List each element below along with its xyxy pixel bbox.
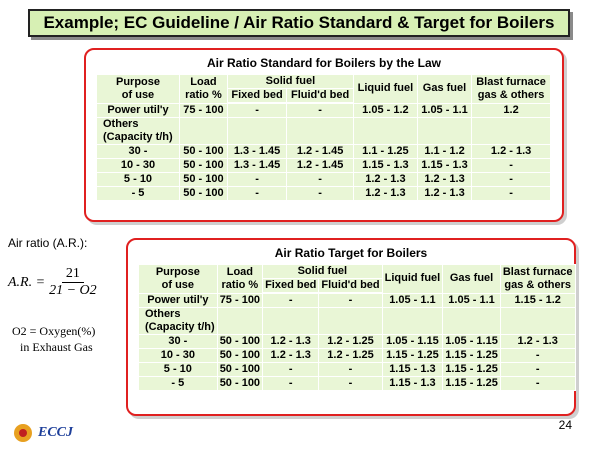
cell: - — [287, 187, 354, 201]
cell: 1.05 - 1.1 — [417, 103, 471, 118]
header-load: Load — [190, 75, 217, 88]
cell: - — [287, 173, 354, 187]
header-blast: Blast furnace — [476, 75, 546, 88]
header-solid: Solid fuel — [263, 265, 383, 279]
cell: 5 - 10 — [139, 363, 218, 377]
capacity-label: (Capacity t/h) — [103, 131, 173, 143]
cell: 1.05 - 1.1 — [382, 293, 443, 308]
cell: - 5 — [97, 187, 180, 201]
eccj-logo — [14, 424, 73, 442]
formula-numerator: 21 — [62, 266, 84, 283]
cell: 1.05 - 1.2 — [353, 103, 417, 118]
standard-table-title: Air Ratio Standard for Boilers by the Law — [206, 56, 442, 70]
table-row — [97, 159, 551, 173]
cell: 10 - 30 — [139, 349, 218, 363]
header-load-2: ratio % — [221, 278, 259, 291]
others-label: Others — [145, 308, 181, 320]
header-gas: Gas fuel — [417, 75, 471, 104]
table-row — [139, 349, 576, 363]
cell: 1.2 - 1.45 — [287, 145, 354, 159]
cell: - — [227, 103, 286, 118]
cell: - — [319, 363, 382, 377]
cell: 1.2 - 1.3 — [263, 349, 319, 363]
header-fixed: Fixed bed — [227, 89, 286, 104]
cell: 1.15 - 1.2 — [500, 293, 575, 308]
cell: - — [472, 159, 551, 173]
cell: - — [319, 377, 382, 391]
header-purpose: Purpose — [115, 75, 160, 88]
header-row — [139, 265, 576, 279]
header-row — [97, 75, 551, 89]
cell: 50 - 100 — [179, 159, 227, 173]
cell: 1.2 - 1.3 — [472, 145, 551, 159]
cell: 1.15 - 1.25 — [443, 377, 501, 391]
cell: 75 - 100 — [179, 103, 227, 118]
logo-mark-icon — [14, 424, 32, 442]
cell: 1.05 - 1.15 — [443, 335, 501, 349]
cell: 50 - 100 — [217, 335, 262, 349]
formula-denominator: 21 − O2 — [49, 283, 97, 298]
cell: 10 - 30 — [97, 159, 180, 173]
cell: 1.1 - 1.2 — [417, 145, 471, 159]
header-fluid: Fluid'd bed — [319, 279, 382, 294]
table-row — [97, 118, 551, 145]
cell: 50 - 100 — [179, 145, 227, 159]
cell: 50 - 100 — [217, 377, 262, 391]
standard-panel — [84, 48, 564, 222]
cell: 1.2 - 1.3 — [263, 335, 319, 349]
cell: 1.05 - 1.15 — [382, 335, 443, 349]
cell: - — [500, 377, 575, 391]
header-liquid: Liquid fuel — [353, 75, 417, 104]
standard-table — [96, 74, 551, 201]
header-blast: Blast furnace — [502, 265, 573, 278]
cell: 1.1 - 1.25 — [353, 145, 417, 159]
cell: - — [263, 363, 319, 377]
cell: 1.15 - 1.25 — [382, 349, 443, 363]
cell: Power util'y — [139, 293, 218, 308]
cell: 1.15 - 1.3 — [382, 377, 443, 391]
cell: 1.2 - 1.3 — [353, 187, 417, 201]
cell: 1.15 - 1.25 — [443, 363, 501, 377]
target-panel — [126, 238, 576, 416]
air-ratio-formula — [4, 232, 122, 360]
cell: 50 - 100 — [179, 173, 227, 187]
header-purpose: Purpose — [155, 265, 200, 278]
table-row — [97, 187, 551, 201]
header-purpose-2: of use — [161, 278, 195, 291]
cell: 1.2 - 1.25 — [319, 335, 382, 349]
formula-lhs: A.R. = — [8, 274, 46, 290]
target-table — [138, 264, 576, 391]
cell: 30 - — [97, 145, 180, 159]
header-blast-2: gas & others — [504, 278, 571, 291]
cell: - — [500, 349, 575, 363]
others-label: Others — [103, 118, 139, 130]
formula-fraction — [49, 266, 97, 299]
capacity-label: (Capacity t/h) — [145, 321, 215, 333]
table-row — [139, 363, 576, 377]
table-row — [139, 377, 576, 391]
logo-text: ECCJ — [38, 425, 74, 440]
table-row — [97, 145, 551, 159]
header-fluid: Fluid'd bed — [287, 89, 354, 104]
cell: 1.15 - 1.25 — [443, 349, 501, 363]
cell: - — [287, 103, 354, 118]
cell: 30 - — [139, 335, 218, 349]
table-row — [97, 103, 551, 118]
header-load: Load — [226, 265, 254, 278]
table-row — [97, 173, 551, 187]
header-blast-2: gas & others — [477, 88, 545, 101]
cell: 75 - 100 — [217, 293, 262, 308]
cell: 1.05 - 1.1 — [443, 293, 501, 308]
cell: 1.2 - 1.3 — [417, 173, 471, 187]
cell: - — [227, 187, 286, 201]
header-gas: Gas fuel — [443, 265, 501, 294]
formula-equation — [8, 266, 97, 299]
o2-definition: O2 = Oxygen(%) — [12, 324, 96, 338]
table-row — [139, 308, 576, 335]
header-fixed: Fixed bed — [263, 279, 319, 294]
formula-label: Air ratio (A.R.): — [8, 236, 88, 250]
cell: - — [319, 293, 382, 308]
header-liquid: Liquid fuel — [382, 265, 443, 294]
table-row — [139, 335, 576, 349]
cell: 1.3 - 1.45 — [227, 145, 286, 159]
cell: 1.2 - 1.45 — [287, 159, 354, 173]
cell: - — [263, 377, 319, 391]
cell: 1.3 - 1.45 — [227, 159, 286, 173]
cell: - — [227, 173, 286, 187]
page-number: 24 — [558, 418, 572, 432]
header-solid: Solid fuel — [227, 75, 353, 89]
cell: 1.2 - 1.3 — [353, 173, 417, 187]
cell: 1.2 - 1.3 — [500, 335, 575, 349]
cell: 1.15 - 1.3 — [382, 363, 443, 377]
cell: - — [500, 363, 575, 377]
cell: - — [472, 173, 551, 187]
cell: 1.15 - 1.3 — [417, 159, 471, 173]
cell: 5 - 10 — [97, 173, 180, 187]
header-purpose-2: of use — [121, 88, 155, 101]
cell: 1.15 - 1.3 — [353, 159, 417, 173]
cell: 50 - 100 — [217, 349, 262, 363]
cell: Power util'y — [97, 103, 180, 118]
slide-title-box — [28, 9, 570, 37]
table-row — [139, 293, 576, 308]
cell: - — [263, 293, 319, 308]
cell: 1.2 — [472, 103, 551, 118]
cell: 50 - 100 — [179, 187, 227, 201]
cell: 1.2 - 1.25 — [319, 349, 382, 363]
cell: - 5 — [139, 377, 218, 391]
header-load-2: ratio % — [185, 88, 222, 101]
cell: 50 - 100 — [217, 363, 262, 377]
slide-title: Example; EC Guideline / Air Ratio Standard & Target for Boilers — [43, 13, 555, 32]
cell: - — [472, 187, 551, 201]
o2-where: in Exhaust Gas — [20, 340, 93, 354]
cell: 1.2 - 1.3 — [417, 187, 471, 201]
target-table-title: Air Ratio Target for Boilers — [274, 246, 428, 260]
